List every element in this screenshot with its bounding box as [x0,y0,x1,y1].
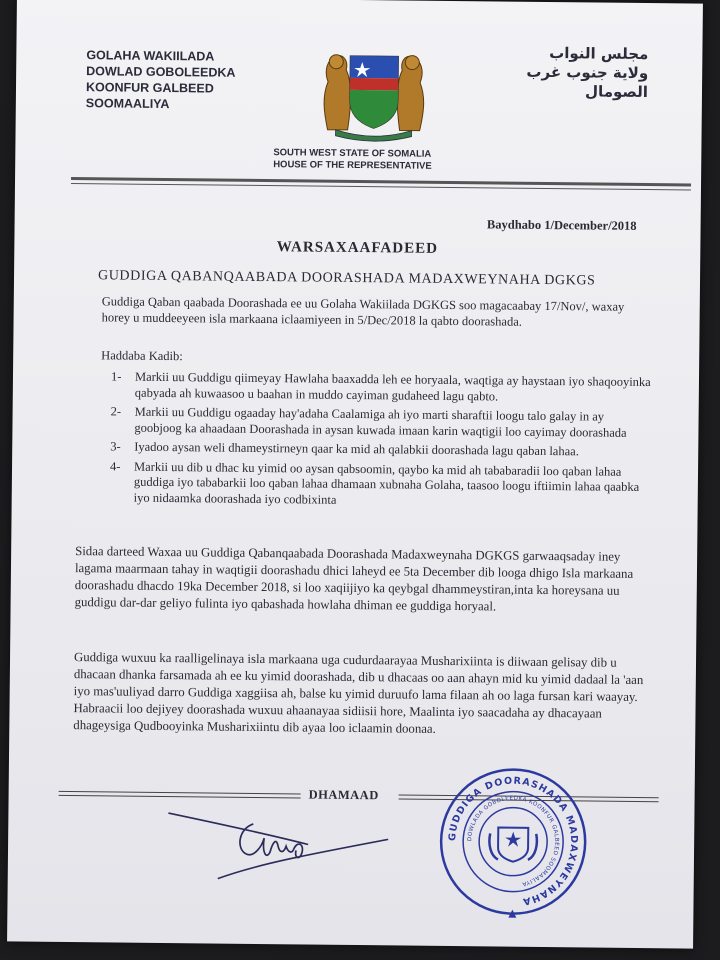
stamp-inner-text: DOWLADA GOBOLEEDKA KOONFUR GALBEED SOOMAALIYA [467,795,560,887]
list-item-number: 2- [110,404,122,419]
header-left-line: DOWLAD GOBOLEEDKA [86,64,236,80]
header-left-line: SOOMAALIYA [85,96,170,112]
document-subtitle: GUDDIGA QABANQAABADA DOORASHADA MADAXWEYNAHA DGKGS [97,268,596,289]
list-item-number: 3- [110,439,121,454]
list-item [110,459,650,511]
official-stamp [437,759,589,926]
lead-in: Haddaba Kadib: [101,348,183,364]
header-left-line: GOLAHA WAKIILADA [86,48,215,64]
body-paragraph: Sidaa darteed Waxaa uu Guddiga Qabanqaabada Doorashada Madaxweynaha DGKGS garwaaqsaday iney lagama maarmaan tahay in waqtigii doorashadu dhici laheyd ee 5ta December dib looga dhigo Isla markaana doorashadu dhacdo 19ka December 2018, si loo xaqiijiyo ka qeybgal dhammeystiran,inta ka horeysana uu guddigu dar-dar geliyo fulinta iyo qabashada howlaha dhiman ee guddiga horyaal. [74,544,634,614]
body-paragraph-apology [73,649,654,740]
reasons-list [110,369,651,515]
list-item-text: Markii uu dib u dhac ku yimid oo aysan qabsoomin, qaybo ka mid ah tababaradii loo qaban lahaa guddiga iyo tababarkii loo qaban lahaa dhamaan xubnaha Golaha, taasoo loogu iftiimin lahaa qaabka iyo nidaamka doorashada iyo codbixinta [133,459,640,507]
list-item-text: Iyadoo aysan weli dhameystirneyn qaar ka mid ah qalabkii doorashada lagu qaban lahaa. [134,439,579,459]
list-item-number: 1- [110,369,122,384]
list-item-text: Markii uu Guddigu qiimeyay Hawlaha baaxadda leh ee horyaala, waqtiga ay haystaan iyo shaqooyinka qabyada ah kuwaasoo u baahan in muddo cayiman gudaheed lagu qabto. [134,369,651,403]
header-center-english [273,147,483,173]
header-rule [71,177,691,186]
list-item-number: 4- [109,458,121,474]
document-title: WARSAXAAFADEED [276,239,439,257]
letter-date: Baydhabo 1/December/2018 [486,217,637,233]
handwritten-signature [158,793,399,891]
header-left-somali [86,47,236,113]
header-left-line: KOONFUR GALBEED [85,80,214,96]
header-right-arabic [478,43,649,102]
coat-of-arms-emblem [313,42,434,143]
list-item [110,404,650,441]
intro-paragraph: Guddiga Qaban qaabada Doorashada ee uu Golaha Wakiilada DGKGS soo magacaabay 17/Nov/, waxay horey u muddeeyeen isla markaana iclaamiyeen in 5/Dec/2018 la qabto doorashada. [101,294,625,329]
list-item [110,439,650,460]
list-item-text: Markii uu Guddigu ogaaday hay'adaha Caalamiga ah iyo marti sharaftii loogu talo galay in ay goobjoog ka ahaadaan Doorashada in aysan kuwada imaan karin waqtigii loo cayimay doorashada [134,404,627,440]
header-right-line: ولاية جنوب غرب الصومال [526,62,649,102]
stamp-ring-text: GUDDIGA DOORASHADA MADAXWEYNAHA [447,775,580,908]
procedure-text: Habraacii loo dejiyey doorashada wuxuu ahaanayaa sidiisii hore, Maalinta iyo saacadaha ay dhacayaan dhageysiga Qudbooyinka Musharixiintu dib ayaa loo iclaamin doonaa. [73,701,602,736]
letter-sheet [7,0,703,949]
header-center-line: HOUSE OF THE REPRESENTATIVE [273,159,432,172]
header-right-line: مجلس النواب [549,44,649,64]
closing-label: DHAMAAD [308,787,379,803]
apology-text: Guddiga wuxuu ka raalligelinaya isla markaana uga cudurdaarayaa Musharixiinta is diiwaan gelisay dib u dhacaan dhanka farsamada ah ee ku yimid doorashada, dib u dhacaas oo aan ahayn mid ku yimid dadaal la 'aan iyo mas'uuliyad darro Guddiga xaggiisa ah, balse ku yimid duruufo lama filaan ah oo laga fursan kari waayay. [73,650,644,704]
header-center-line: SOUTH WEST STATE OF SOMALIA [273,147,432,160]
list-item [111,369,651,406]
